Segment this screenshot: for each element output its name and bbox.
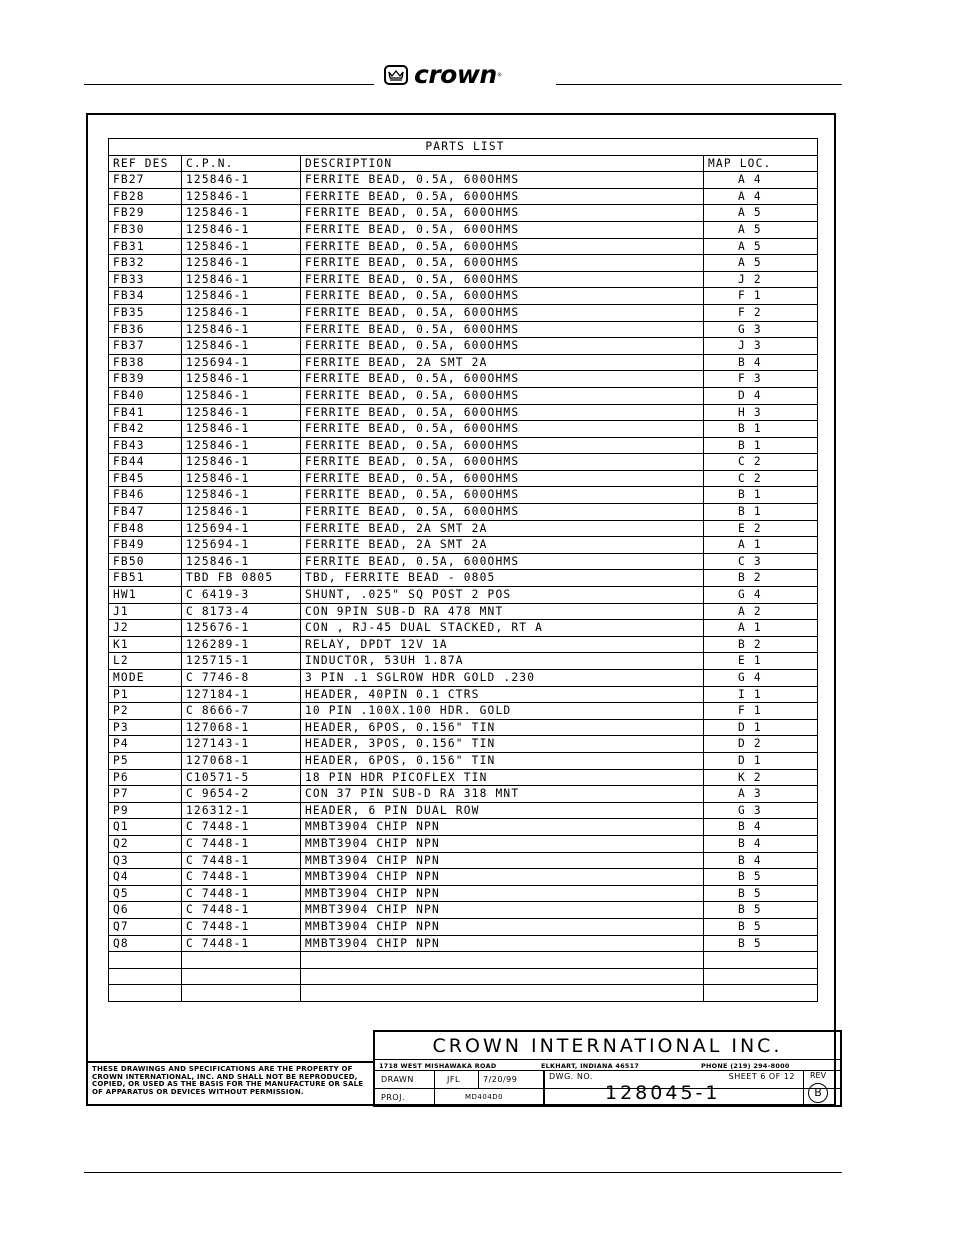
description-cell: FERRITE BEAD, 0.5A, 600OHMS <box>301 188 704 205</box>
phone-number: PHONE (219) 294-8000 <box>701 1062 790 1070</box>
map-loc-cell: G 4 <box>704 670 818 687</box>
table-row <box>109 354 818 371</box>
map-loc-cell: B 2 <box>704 570 818 587</box>
description-cell: CON 9PIN SUB-D RA 478 MNT <box>301 603 704 620</box>
table-row <box>109 221 818 238</box>
table-row <box>109 504 818 521</box>
description-cell: HEADER, 6 PIN DUAL ROW <box>301 802 704 819</box>
description-cell: FERRITE BEAD, 0.5A, 600OHMS <box>301 304 704 321</box>
ref-des-cell: FB42 <box>109 421 182 438</box>
parts-list-title: PARTS LIST <box>109 139 818 156</box>
revision-letter: B <box>808 1083 828 1103</box>
map-loc-cell: G 3 <box>704 802 818 819</box>
map-loc-cell: B 5 <box>704 869 818 886</box>
map-loc-cell: A 4 <box>704 188 818 205</box>
description-cell: MMBT3904 CHIP NPN <box>301 935 704 952</box>
ref-des-cell: FB27 <box>109 172 182 189</box>
description-cell: 3 PIN .1 SGLROW HDR GOLD .230 <box>301 670 704 687</box>
table-row <box>109 205 818 222</box>
ref-des-cell: FB37 <box>109 338 182 355</box>
ref-des-cell: FB45 <box>109 470 182 487</box>
cpn-cell: 126289-1 <box>182 636 301 653</box>
table-row <box>109 636 818 653</box>
map-loc-cell: A 1 <box>704 537 818 554</box>
table-row <box>109 520 818 537</box>
cpn-cell: 125715-1 <box>182 653 301 670</box>
description-cell: FERRITE BEAD, 0.5A, 600OHMS <box>301 338 704 355</box>
cpn-cell: C 7448-1 <box>182 835 301 852</box>
ref-des-cell: Q7 <box>109 918 182 935</box>
description-cell: FERRITE BEAD, 0.5A, 600OHMS <box>301 553 704 570</box>
description-cell: MMBT3904 CHIP NPN <box>301 902 704 919</box>
cpn-cell: 125846-1 <box>182 304 301 321</box>
project-code: MD404D0 <box>435 1089 544 1107</box>
ref-des-cell: P6 <box>109 769 182 786</box>
ref-des-cell: J2 <box>109 620 182 637</box>
description-cell: INDUCTOR, 53UH 1.87A <box>301 653 704 670</box>
ref-des-cell <box>109 952 182 969</box>
description-cell: FERRITE BEAD, 0.5A, 600OHMS <box>301 221 704 238</box>
table-row <box>109 786 818 803</box>
ref-des-cell: P5 <box>109 752 182 769</box>
description-cell: FERRITE BEAD, 0.5A, 600OHMS <box>301 238 704 255</box>
map-loc-cell: B 5 <box>704 885 818 902</box>
table-row <box>109 968 818 985</box>
table-row <box>109 255 818 272</box>
map-loc-cell: B 1 <box>704 504 818 521</box>
map-loc-cell <box>704 985 818 1002</box>
map-loc-cell: B 5 <box>704 935 818 952</box>
map-loc-cell: H 3 <box>704 404 818 421</box>
description-cell: MMBT3904 CHIP NPN <box>301 885 704 902</box>
description-cell: MMBT3904 CHIP NPN <box>301 819 704 836</box>
description-cell: FERRITE BEAD, 0.5A, 600OHMS <box>301 371 704 388</box>
map-loc-cell: G 4 <box>704 587 818 604</box>
ref-des-cell: HW1 <box>109 587 182 604</box>
drawing-number-label: DWG. NO. <box>549 1072 593 1081</box>
table-row <box>109 487 818 504</box>
table-row <box>109 470 818 487</box>
cpn-cell: C 7746-8 <box>182 670 301 687</box>
ref-des-cell: FB39 <box>109 371 182 388</box>
ref-des-cell: FB38 <box>109 354 182 371</box>
table-row <box>109 736 818 753</box>
map-loc-cell: C 2 <box>704 470 818 487</box>
ref-des-cell: FB50 <box>109 553 182 570</box>
map-loc-cell: A 5 <box>704 205 818 222</box>
footer-rule <box>84 1172 842 1173</box>
description-cell: MMBT3904 CHIP NPN <box>301 852 704 869</box>
description-cell: HEADER, 6POS, 0.156" TIN <box>301 719 704 736</box>
table-row <box>109 869 818 886</box>
ref-des-cell: FB41 <box>109 404 182 421</box>
table-row <box>109 172 818 189</box>
cpn-cell: 125846-1 <box>182 238 301 255</box>
cpn-cell: 126312-1 <box>182 802 301 819</box>
parts-list-body <box>109 172 818 1002</box>
ref-des-cell <box>109 985 182 1002</box>
cpn-cell: 125694-1 <box>182 354 301 371</box>
map-loc-cell <box>704 968 818 985</box>
crown-icon <box>384 65 408 85</box>
description-cell: SHUNT, .025" SQ POST 2 POS <box>301 587 704 604</box>
map-loc-cell: J 3 <box>704 338 818 355</box>
street-address: 1718 WEST MISHAWAKA ROAD <box>379 1062 497 1070</box>
ref-des-cell: FB28 <box>109 188 182 205</box>
drawing-number: 128045-1 <box>605 1082 721 1104</box>
description-cell: MMBT3904 CHIP NPN <box>301 918 704 935</box>
map-loc-cell: B 4 <box>704 354 818 371</box>
map-loc-cell: D 1 <box>704 719 818 736</box>
map-loc-cell: A 4 <box>704 172 818 189</box>
cpn-cell: 125846-1 <box>182 371 301 388</box>
ref-des-cell: P7 <box>109 786 182 803</box>
cpn-cell: 125846-1 <box>182 437 301 454</box>
cpn-cell: C 7448-1 <box>182 885 301 902</box>
table-row <box>109 338 818 355</box>
cpn-cell: C 7448-1 <box>182 935 301 952</box>
table-row <box>109 437 818 454</box>
cpn-cell: C10571-5 <box>182 769 301 786</box>
cpn-cell: 125846-1 <box>182 221 301 238</box>
ref-des-cell: FB35 <box>109 304 182 321</box>
property-notice: THESE DRAWINGS AND SPECIFICATIONS ARE THE PROPERTY OF CROWN INTERNATIONAL, INC. AND SHALL NOT BE REPRODUCED, COPIED, OR USED AS THE BASIS FOR THE MANUFACTURE OR SALE OF APPARATUS OR DEVICES WITHOUT PERMISSION. <box>88 1061 373 1104</box>
table-row <box>109 603 818 620</box>
map-loc-cell <box>704 952 818 969</box>
ref-des-cell: FB49 <box>109 537 182 554</box>
cpn-cell: 125846-1 <box>182 504 301 521</box>
description-cell: FERRITE BEAD, 0.5A, 600OHMS <box>301 404 704 421</box>
ref-des-cell: Q6 <box>109 902 182 919</box>
drawn-label: DRAWN <box>375 1071 435 1088</box>
description-cell: FERRITE BEAD, 0.5A, 600OHMS <box>301 205 704 222</box>
table-row <box>109 238 818 255</box>
ref-des-cell: Q3 <box>109 852 182 869</box>
cpn-cell: 125846-1 <box>182 470 301 487</box>
table-row <box>109 188 818 205</box>
table-row <box>109 653 818 670</box>
map-loc-cell: B 5 <box>704 902 818 919</box>
table-row <box>109 304 818 321</box>
company-name: CROWN INTERNATIONAL INC. <box>375 1032 840 1060</box>
map-loc-cell: A 5 <box>704 221 818 238</box>
table-row <box>109 819 818 836</box>
description-cell: FERRITE BEAD, 0.5A, 600OHMS <box>301 387 704 404</box>
drawn-date: 7/20/99 <box>479 1071 544 1088</box>
title-block <box>373 1030 842 1107</box>
map-loc-cell: B 4 <box>704 819 818 836</box>
map-loc-cell: A 3 <box>704 786 818 803</box>
description-cell: HEADER, 40PIN 0.1 CTRS <box>301 686 704 703</box>
map-loc-cell: B 4 <box>704 835 818 852</box>
table-row <box>109 703 818 720</box>
cpn-cell: C 6419-3 <box>182 587 301 604</box>
map-loc-cell: B 2 <box>704 636 818 653</box>
cpn-cell: 125846-1 <box>182 338 301 355</box>
revision-label: REV <box>810 1071 827 1080</box>
description-cell: FERRITE BEAD, 0.5A, 600OHMS <box>301 437 704 454</box>
ref-des-cell: FB48 <box>109 520 182 537</box>
cpn-cell: 125846-1 <box>182 387 301 404</box>
ref-des-cell: Q1 <box>109 819 182 836</box>
cpn-cell: 125846-1 <box>182 188 301 205</box>
table-row <box>109 885 818 902</box>
description-cell: FERRITE BEAD, 0.5A, 600OHMS <box>301 172 704 189</box>
project-label: PROJ. <box>375 1089 435 1107</box>
ref-des-cell <box>109 968 182 985</box>
description-cell: 10 PIN .100X.100 HDR. GOLD <box>301 703 704 720</box>
table-row <box>109 271 818 288</box>
cpn-cell: 125846-1 <box>182 454 301 471</box>
description-cell: TBD, FERRITE BEAD - 0805 <box>301 570 704 587</box>
column-header-row <box>109 155 818 172</box>
ref-des-cell: FB51 <box>109 570 182 587</box>
cpn-cell <box>182 968 301 985</box>
ref-des-cell: P2 <box>109 703 182 720</box>
map-loc-cell: I 1 <box>704 686 818 703</box>
description-cell: MMBT3904 CHIP NPN <box>301 835 704 852</box>
ref-des-cell: FB44 <box>109 454 182 471</box>
map-loc-cell: C 3 <box>704 553 818 570</box>
drawn-by: JFL <box>435 1071 479 1088</box>
map-loc-cell: D 2 <box>704 736 818 753</box>
description-cell <box>301 985 704 1002</box>
map-loc-cell: F 3 <box>704 371 818 388</box>
ref-des-cell: Q5 <box>109 885 182 902</box>
ref-des-cell: Q4 <box>109 869 182 886</box>
table-row <box>109 570 818 587</box>
description-cell: MMBT3904 CHIP NPN <box>301 869 704 886</box>
cpn-cell: C 7448-1 <box>182 902 301 919</box>
ref-des-cell: FB47 <box>109 504 182 521</box>
ref-des-cell: Q8 <box>109 935 182 952</box>
sheet-number: SHEET 6 OF 12 <box>728 1072 795 1081</box>
column-header: MAP LOC. <box>704 155 818 172</box>
table-row <box>109 288 818 305</box>
table-row <box>109 387 818 404</box>
description-cell: FERRITE BEAD, 0.5A, 600OHMS <box>301 487 704 504</box>
ref-des-cell: FB46 <box>109 487 182 504</box>
table-row <box>109 371 818 388</box>
description-cell: CON , RJ-45 DUAL STACKED, RT A <box>301 620 704 637</box>
column-header: REF DES <box>109 155 182 172</box>
cpn-cell: C 7448-1 <box>182 819 301 836</box>
revision-cell <box>803 1070 840 1107</box>
table-row <box>109 769 818 786</box>
cpn-cell: 125694-1 <box>182 520 301 537</box>
column-header: DESCRIPTION <box>301 155 704 172</box>
ref-des-cell: MODE <box>109 670 182 687</box>
description-cell: FERRITE BEAD, 0.5A, 600OHMS <box>301 255 704 272</box>
description-cell: FERRITE BEAD, 0.5A, 600OHMS <box>301 271 704 288</box>
map-loc-cell: C 2 <box>704 454 818 471</box>
cpn-cell: 127184-1 <box>182 686 301 703</box>
cpn-cell <box>182 952 301 969</box>
description-cell: 18 PIN HDR PICOFLEX TIN <box>301 769 704 786</box>
table-row <box>109 321 818 338</box>
description-cell: FERRITE BEAD, 0.5A, 600OHMS <box>301 504 704 521</box>
table-row <box>109 902 818 919</box>
cpn-cell: C 8173-4 <box>182 603 301 620</box>
table-row <box>109 421 818 438</box>
ref-des-cell: Q2 <box>109 835 182 852</box>
map-loc-cell: G 3 <box>704 321 818 338</box>
cpn-cell: 125846-1 <box>182 421 301 438</box>
table-row <box>109 620 818 637</box>
map-loc-cell: F 2 <box>704 304 818 321</box>
cpn-cell <box>182 985 301 1002</box>
cpn-cell: TBD FB 0805 <box>182 570 301 587</box>
cpn-cell: 125846-1 <box>182 255 301 272</box>
table-row <box>109 752 818 769</box>
cpn-cell: 127068-1 <box>182 719 301 736</box>
map-loc-cell: F 1 <box>704 288 818 305</box>
cpn-cell: C 7448-1 <box>182 852 301 869</box>
registered-mark: ® <box>497 71 502 79</box>
description-cell: FERRITE BEAD, 2A SMT 2A <box>301 537 704 554</box>
map-loc-cell: B 1 <box>704 437 818 454</box>
description-cell: HEADER, 3POS, 0.156" TIN <box>301 736 704 753</box>
ref-des-cell: FB31 <box>109 238 182 255</box>
table-row <box>109 537 818 554</box>
ref-des-cell: K1 <box>109 636 182 653</box>
map-loc-cell: A 2 <box>704 603 818 620</box>
description-cell: FERRITE BEAD, 0.5A, 600OHMS <box>301 321 704 338</box>
map-loc-cell: A 5 <box>704 238 818 255</box>
map-loc-cell: F 1 <box>704 703 818 720</box>
table-row <box>109 587 818 604</box>
header-rule-left <box>84 84 374 85</box>
ref-des-cell: FB34 <box>109 288 182 305</box>
table-row <box>109 686 818 703</box>
cpn-cell: 125846-1 <box>182 553 301 570</box>
ref-des-cell: FB30 <box>109 221 182 238</box>
table-row <box>109 802 818 819</box>
cpn-cell: C 7448-1 <box>182 869 301 886</box>
ref-des-cell: FB40 <box>109 387 182 404</box>
map-loc-cell: E 1 <box>704 653 818 670</box>
table-row <box>109 670 818 687</box>
table-row <box>109 918 818 935</box>
cpn-cell: C 8666-7 <box>182 703 301 720</box>
description-cell: FERRITE BEAD, 0.5A, 600OHMS <box>301 288 704 305</box>
ref-des-cell: P4 <box>109 736 182 753</box>
cpn-cell: 125846-1 <box>182 172 301 189</box>
map-loc-cell: D 4 <box>704 387 818 404</box>
table-row <box>109 935 818 952</box>
column-header: C.P.N. <box>182 155 301 172</box>
cpn-cell: 125846-1 <box>182 271 301 288</box>
description-cell <box>301 952 704 969</box>
description-cell: FERRITE BEAD, 0.5A, 600OHMS <box>301 470 704 487</box>
ref-des-cell: P3 <box>109 719 182 736</box>
ref-des-cell: FB43 <box>109 437 182 454</box>
table-row <box>109 852 818 869</box>
cpn-cell: 125846-1 <box>182 487 301 504</box>
cpn-cell: 125846-1 <box>182 205 301 222</box>
cpn-cell: 127068-1 <box>182 752 301 769</box>
cpn-cell: 125846-1 <box>182 321 301 338</box>
drawing-number-cell <box>544 1070 803 1107</box>
map-loc-cell: A 5 <box>704 255 818 272</box>
ref-des-cell: P1 <box>109 686 182 703</box>
map-loc-cell: B 1 <box>704 487 818 504</box>
cpn-cell: 127143-1 <box>182 736 301 753</box>
map-loc-cell: B 4 <box>704 852 818 869</box>
table-row <box>109 553 818 570</box>
cpn-cell: 125676-1 <box>182 620 301 637</box>
map-loc-cell: K 2 <box>704 769 818 786</box>
cpn-cell: 125846-1 <box>182 404 301 421</box>
brand-wordmark: crown <box>414 60 497 89</box>
description-cell: FERRITE BEAD, 2A SMT 2A <box>301 520 704 537</box>
city-state: ELKHART, INDIANA 46517 <box>541 1062 640 1070</box>
parts-list-table <box>108 138 818 1002</box>
description-cell: FERRITE BEAD, 0.5A, 600OHMS <box>301 454 704 471</box>
ref-des-cell: FB33 <box>109 271 182 288</box>
cpn-cell: C 9654-2 <box>182 786 301 803</box>
description-cell: RELAY, DPDT 12V 1A <box>301 636 704 653</box>
crown-logo <box>384 62 554 88</box>
ref-des-cell: FB29 <box>109 205 182 222</box>
table-row <box>109 719 818 736</box>
map-loc-cell: B 5 <box>704 918 818 935</box>
map-loc-cell: D 1 <box>704 752 818 769</box>
cpn-cell: 125694-1 <box>182 537 301 554</box>
ref-des-cell: FB36 <box>109 321 182 338</box>
map-loc-cell: E 2 <box>704 520 818 537</box>
cpn-cell: C 7448-1 <box>182 918 301 935</box>
description-cell: HEADER, 6POS, 0.156" TIN <box>301 752 704 769</box>
table-row <box>109 835 818 852</box>
description-cell: CON 37 PIN SUB-D RA 318 MNT <box>301 786 704 803</box>
description-cell: FERRITE BEAD, 0.5A, 600OHMS <box>301 421 704 438</box>
ref-des-cell: P9 <box>109 802 182 819</box>
header-rule-right <box>556 84 842 85</box>
table-row <box>109 404 818 421</box>
description-cell <box>301 968 704 985</box>
description-cell: FERRITE BEAD, 2A SMT 2A <box>301 354 704 371</box>
ref-des-cell: J1 <box>109 603 182 620</box>
cpn-cell: 125846-1 <box>182 288 301 305</box>
table-row <box>109 454 818 471</box>
map-loc-cell: J 2 <box>704 271 818 288</box>
ref-des-cell: FB32 <box>109 255 182 272</box>
map-loc-cell: A 1 <box>704 620 818 637</box>
table-row <box>109 952 818 969</box>
table-row <box>109 985 818 1002</box>
ref-des-cell: L2 <box>109 653 182 670</box>
map-loc-cell: B 1 <box>704 421 818 438</box>
